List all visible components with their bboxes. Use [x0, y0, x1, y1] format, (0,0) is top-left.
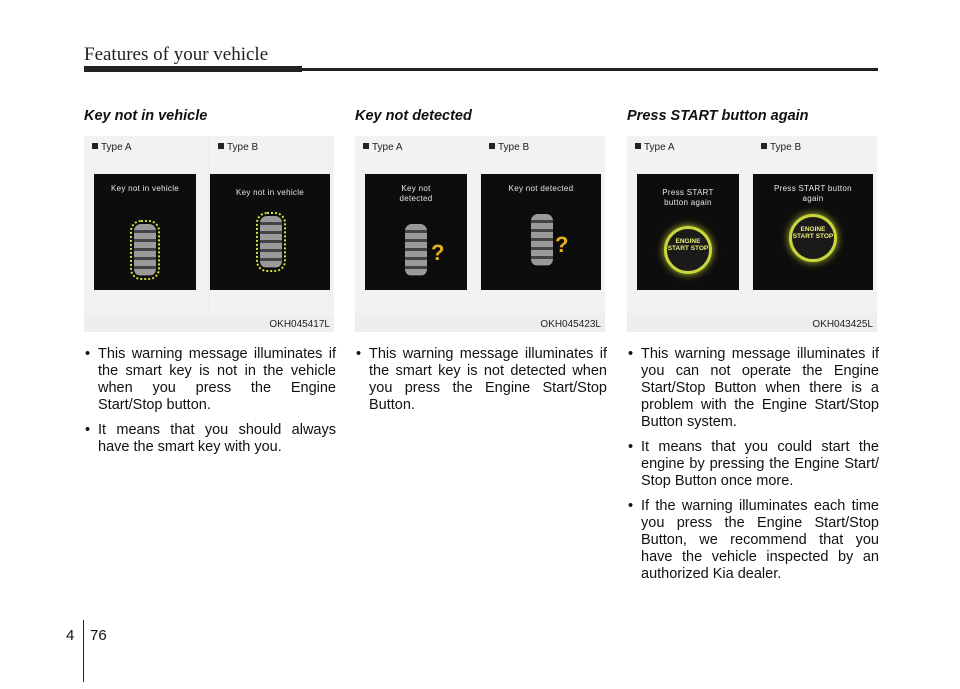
display-message: Key not in vehicle: [110, 184, 180, 193]
cluster-display: [753, 174, 873, 290]
cluster-display: [94, 174, 196, 290]
section-title: Key not detected: [355, 108, 472, 124]
square-bullet-icon: [92, 143, 98, 149]
type-a-label: Type A: [372, 142, 403, 153]
type-a-label: Type A: [101, 142, 132, 153]
bullet-item: • If the warning illuminates each time you press the Engine Start/Stop Button, we recommend that you have the vehicle inspected by an authorized Kia dealer.: [627, 498, 879, 583]
bullet-item: • This warning message illuminates if the smart key is not detected when you press the Engine Start/Stop Button.: [355, 346, 607, 414]
page-number: 76: [90, 627, 107, 644]
display-message: Key not detected: [399, 184, 433, 203]
square-bullet-icon: [761, 143, 767, 149]
type-b-label: Type B: [498, 142, 530, 153]
display-message: Key not in vehicle: [235, 188, 305, 197]
section-key-not-detected: [355, 108, 609, 422]
display-message: Key not detected: [508, 184, 574, 193]
bullet-item: • It means that you should always have the smart key with you.: [84, 422, 336, 456]
cluster-display: [210, 174, 330, 290]
header-title: Features of your vehicle: [84, 44, 269, 65]
start-button-text: ENGINE START STOP: [792, 226, 834, 240]
engine-start-stop-icon: [664, 226, 712, 274]
display-message: Press START button again: [774, 184, 852, 203]
question-mark-icon: ?: [555, 232, 569, 257]
type-a-panel: [627, 136, 751, 314]
cluster-display: [481, 174, 601, 290]
section-press-start-button-again: [627, 108, 881, 591]
type-b-panel: [481, 136, 605, 314]
square-bullet-icon: [218, 143, 224, 149]
type-b-panel: [210, 136, 334, 314]
bullet-list: [355, 346, 607, 414]
question-mark-icon: ?: [431, 240, 445, 265]
display-message: Press START button again: [662, 188, 714, 207]
square-bullet-icon: [489, 143, 495, 149]
bullet-item: • It means that you could start the engine by pressing the Engine Start/ Stop Button once more.: [627, 439, 879, 490]
smart-key-icon: [531, 214, 553, 266]
figure-code: OKH045423L: [540, 319, 601, 330]
bullet-list: [627, 346, 879, 583]
bullet-item: • This warning message illuminates if you can not operate the Engine Start/Stop Button when there is a problem with the Engine Start/Stop Button system.: [627, 346, 879, 431]
cluster-display: [637, 174, 739, 290]
page-number-divider: [83, 620, 84, 682]
smart-key-icon: [260, 216, 282, 268]
type-b-label: Type B: [770, 142, 802, 153]
chapter-number: 4: [66, 627, 75, 644]
figure-code: OKH045417L: [269, 319, 330, 330]
smart-key-icon: [134, 224, 156, 276]
bullet-item: • This warning message illuminates if the smart key is not in the vehicle when you press the Engine Start/Stop button.: [84, 346, 336, 414]
start-button-text: ENGINE START STOP: [667, 238, 709, 252]
warning-figure: [84, 136, 334, 332]
cluster-display: [365, 174, 467, 290]
header-tab-bar: [84, 66, 302, 72]
section-title: Press START button again: [627, 108, 809, 124]
smart-key-icon: [405, 224, 427, 276]
square-bullet-icon: [363, 143, 369, 149]
section-key-not-in-vehicle: [84, 108, 338, 464]
warning-figure: [355, 136, 605, 332]
section-title: Key not in vehicle: [84, 108, 208, 124]
type-b-label: Type B: [227, 142, 259, 153]
square-bullet-icon: [635, 143, 641, 149]
figure-code: OKH043425L: [812, 319, 873, 330]
type-a-panel: [355, 136, 479, 314]
engine-start-stop-icon: [789, 214, 837, 262]
bullet-list: [84, 346, 336, 456]
warning-figure: [627, 136, 877, 332]
type-a-panel: [84, 136, 208, 314]
type-a-label: Type A: [644, 142, 675, 153]
type-b-panel: [753, 136, 877, 314]
